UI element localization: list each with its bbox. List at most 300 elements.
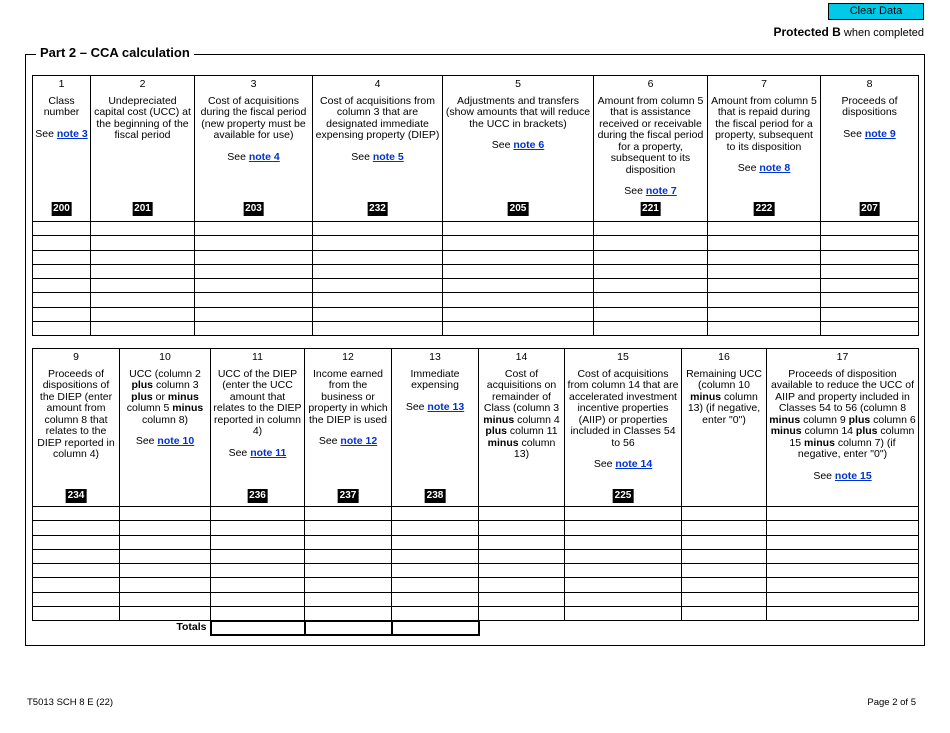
entry-cell[interactable] (120, 507, 211, 521)
column-number: 17 (836, 351, 849, 363)
column-header-11 (211, 349, 305, 507)
entry-cell[interactable] (91, 264, 195, 278)
entry-cell[interactable] (565, 607, 682, 621)
entry-cell[interactable] (392, 592, 479, 606)
entry-cell[interactable] (708, 293, 821, 307)
description-part: column 7) (if negative, enter "0") (797, 436, 896, 460)
field-code-222: 222 (755, 203, 773, 214)
column-number: 13 (429, 351, 441, 363)
entry-cell[interactable] (767, 564, 919, 578)
entry-cell[interactable] (33, 322, 91, 336)
description-part: minus (167, 390, 199, 403)
entry-cell[interactable] (211, 592, 305, 606)
entry-cell[interactable] (120, 549, 211, 563)
field-code-207: 207 (861, 203, 878, 214)
entry-cell[interactable] (682, 578, 767, 592)
entry-cell[interactable] (565, 592, 682, 606)
see-note (211, 448, 304, 460)
entry-cell[interactable] (682, 607, 767, 621)
entry-cell[interactable] (821, 250, 919, 264)
field-code-237: 237 (339, 490, 357, 501)
entry-cell[interactable] (211, 521, 305, 535)
entry-cell[interactable] (708, 250, 821, 264)
entry-cell[interactable] (91, 307, 195, 321)
description-part: column 15 (789, 425, 915, 449)
description-part: minus (690, 390, 722, 403)
entry-cell[interactable] (91, 236, 195, 250)
entry-cell[interactable] (211, 607, 305, 621)
field-code-236: 236 (249, 490, 266, 501)
column-header-6 (594, 76, 708, 222)
entry-cell[interactable] (682, 521, 767, 535)
column-description (682, 369, 766, 427)
entry-cell[interactable] (767, 549, 919, 563)
column-header-16 (682, 349, 767, 507)
column-number: 14 (515, 351, 528, 363)
totals-field[interactable] (211, 621, 305, 635)
entry-cell[interactable] (682, 564, 767, 578)
see-note (443, 140, 593, 152)
entry-cell[interactable] (821, 279, 919, 293)
entry-cell[interactable] (33, 250, 91, 264)
see-note (33, 129, 90, 141)
entry-cell[interactable] (120, 592, 211, 606)
column-description: Immediate expensing (410, 367, 460, 391)
field-code-225: 225 (614, 490, 632, 501)
description-part: Cost of acquisitions on remainder of Class (column 3 (483, 367, 560, 414)
column-header-1 (33, 76, 91, 222)
entry-cell[interactable] (565, 535, 682, 549)
entry-cell[interactable] (313, 322, 443, 336)
entry-cell[interactable] (91, 222, 195, 236)
field-code-238: 238 (426, 490, 444, 501)
column-number: 11 (252, 351, 263, 363)
note-link-note-3[interactable]: note 3 (56, 127, 88, 140)
entry-cell[interactable] (443, 236, 594, 250)
description-part: column 9 (800, 413, 849, 426)
note-link-note-9[interactable]: note 9 (864, 127, 896, 140)
column-description (479, 369, 564, 461)
note-link-note-13[interactable]: note 13 (427, 400, 465, 413)
entry-cell[interactable] (565, 507, 682, 521)
see-label: See (491, 139, 511, 151)
column-number: 8 (866, 78, 873, 90)
column-number: 16 (718, 351, 730, 363)
entry-cell[interactable] (305, 607, 392, 621)
entry-cell[interactable] (33, 307, 91, 321)
entry-cell[interactable] (313, 236, 443, 250)
entry-cell[interactable] (767, 578, 919, 592)
entry-cell[interactable] (120, 607, 211, 621)
entry-cell[interactable] (195, 322, 313, 336)
entry-cell[interactable] (33, 549, 120, 563)
entry-cell[interactable] (305, 578, 392, 592)
field-code-221: 221 (642, 203, 659, 214)
entry-cell[interactable] (708, 307, 821, 321)
entry-cell[interactable] (195, 236, 313, 250)
field-code-205: 205 (509, 203, 527, 214)
cca-table-1 (32, 75, 919, 336)
column-header-14 (479, 349, 565, 507)
entry-cell[interactable] (33, 279, 91, 293)
entry-cell[interactable] (313, 307, 443, 321)
entry-cell[interactable] (305, 564, 392, 578)
table-row (33, 578, 919, 592)
clear-data-button[interactable]: Clear Data (828, 3, 924, 20)
entry-cell[interactable] (392, 549, 479, 563)
entry-cell[interactable] (821, 293, 919, 307)
entry-cell[interactable] (821, 264, 919, 278)
see-label: See (135, 435, 155, 447)
entry-cell[interactable] (479, 549, 565, 563)
see-label: See (737, 162, 757, 174)
entry-cell[interactable] (211, 578, 305, 592)
entry-cell[interactable] (91, 279, 195, 293)
description-part: minus (804, 436, 835, 449)
entry-cell[interactable] (33, 564, 120, 578)
column-number: 5 (515, 78, 521, 90)
entry-cell[interactable] (479, 564, 565, 578)
column-description: Proceeds of dispositions (841, 94, 898, 118)
see-note (392, 402, 478, 414)
entry-cell[interactable] (33, 592, 120, 606)
cca-table-2 (32, 348, 919, 636)
column-description (767, 369, 918, 461)
protected-label: Protected B (773, 25, 841, 39)
description-part: or (152, 390, 168, 403)
entry-cell[interactable] (91, 322, 195, 336)
entry-cell[interactable] (821, 222, 919, 236)
column-description: Cost of acquisitions from column 14 that are accelerated investment incentive properties (AIIP) or properties included in Classes 54 to 56 (567, 367, 679, 449)
entry-cell[interactable] (594, 322, 708, 336)
entry-cell[interactable] (211, 507, 305, 521)
entry-cell[interactable] (479, 507, 565, 521)
description-part: minus (172, 402, 204, 414)
column-description: Income earned from the business or property in which the DIEP is used (308, 367, 388, 426)
entry-cell[interactable] (313, 250, 443, 264)
column-number: 12 (342, 351, 354, 363)
entry-cell[interactable] (682, 535, 767, 549)
entry-cell[interactable] (195, 264, 313, 278)
entry-cell[interactable] (305, 592, 392, 606)
entry-cell[interactable] (120, 521, 211, 535)
description-part: column 14 (801, 425, 856, 437)
see-note (313, 152, 442, 164)
column-description: Adjustments and transfers (show amounts that will reduce the UCC in brackets) (445, 94, 591, 130)
entry-cell[interactable] (594, 250, 708, 264)
see-note (565, 459, 681, 471)
column-number: 2 (139, 78, 146, 90)
entry-cell[interactable] (708, 236, 821, 250)
totals-field[interactable] (305, 621, 392, 635)
entry-cell[interactable] (479, 607, 565, 621)
see-note (305, 436, 391, 448)
column-number: 7 (761, 78, 767, 90)
column-header-4 (313, 76, 443, 222)
note-link-note-7[interactable]: note 7 (645, 185, 677, 197)
description-part: column 11 (507, 425, 558, 437)
description-part: minus (487, 436, 519, 449)
entry-cell[interactable] (392, 535, 479, 549)
entry-cell[interactable] (211, 535, 305, 549)
entry-cell[interactable] (594, 307, 708, 321)
totals-row (33, 621, 919, 635)
see-label: See (227, 150, 246, 163)
entry-cell[interactable] (708, 222, 821, 236)
description-part: minus (769, 413, 801, 426)
entry-cell[interactable] (767, 592, 919, 606)
entry-cell[interactable] (708, 279, 821, 293)
entry-cell[interactable] (313, 222, 443, 236)
entry-cell[interactable] (195, 293, 313, 307)
entry-cell[interactable] (33, 607, 120, 621)
entry-cell[interactable] (443, 264, 594, 278)
description-part: plus (131, 390, 153, 403)
description-part: plus (848, 413, 871, 426)
see-note (195, 152, 312, 164)
entry-cell[interactable] (682, 507, 767, 521)
page-number: Page 2 of 5 (867, 697, 916, 708)
note-link-note-4[interactable]: note 4 (248, 150, 280, 163)
column-description: Proceeds of dispositions of the DIEP (enter amount from column 8 that relates to the DIEP reported in column 4) (37, 367, 115, 460)
see-label: See (351, 150, 370, 163)
entry-cell[interactable] (33, 293, 91, 307)
description-part: column 3 (153, 379, 199, 391)
column-header-9 (33, 349, 120, 507)
description-part: column 13) (if negative, enter "0") (687, 390, 761, 426)
table-row (33, 521, 919, 535)
entry-cell[interactable] (443, 250, 594, 264)
entry-cell[interactable] (821, 236, 919, 250)
entry-cell[interactable] (120, 578, 211, 592)
see-note (120, 436, 210, 448)
column-header-12 (305, 349, 392, 507)
column-header-7 (708, 76, 821, 222)
entry-cell[interactable] (313, 279, 443, 293)
entry-cell[interactable] (443, 293, 594, 307)
table-row (33, 507, 919, 521)
description-part: column 8) (141, 413, 189, 426)
entry-cell[interactable] (767, 607, 919, 621)
description-part: UCC (column 2 (129, 367, 201, 380)
form-id: T5013 SCH 8 E (22) (27, 697, 114, 708)
entry-cell[interactable] (594, 264, 708, 278)
column-description: UCC of the DIEP (enter the UCC amount that relates to the DIEP reported in column 4) (213, 367, 302, 437)
entry-cell[interactable] (479, 521, 565, 535)
see-label: See (624, 185, 643, 197)
field-code-203: 203 (245, 203, 262, 214)
entry-cell[interactable] (443, 322, 594, 336)
table-row (33, 535, 919, 549)
entry-cell[interactable] (392, 578, 479, 592)
description-part: column 5 (126, 402, 173, 414)
column-header-2 (91, 76, 195, 222)
entry-cell[interactable] (91, 293, 195, 307)
see-label: See (318, 435, 338, 447)
entry-cell[interactable] (479, 535, 565, 549)
column-header-8 (821, 76, 919, 222)
entry-cell[interactable] (565, 521, 682, 535)
totals-spacer (479, 621, 919, 635)
field-code-201: 201 (134, 203, 151, 214)
note-link-note-6[interactable]: note 6 (513, 139, 545, 151)
column-header-3 (195, 76, 313, 222)
entry-cell[interactable] (313, 293, 443, 307)
entry-cell[interactable] (195, 250, 313, 264)
table-row (33, 307, 919, 321)
entry-cell[interactable] (443, 279, 594, 293)
description-part: minus (770, 425, 802, 437)
entry-cell[interactable] (392, 607, 479, 621)
entry-cell[interactable] (195, 222, 313, 236)
column-description: Amount from column 5 that is repaid during the fiscal period for a property, subsequent to its disposition (711, 94, 817, 153)
column-description: Cost of acquisitions during the fiscal period (new property must be available for use) (200, 94, 307, 141)
entry-cell[interactable] (211, 549, 305, 563)
description-part: Remaining UCC (column 10 (686, 367, 762, 391)
column-header-17 (767, 349, 919, 507)
table-row (33, 293, 919, 307)
table-row (33, 549, 919, 563)
column-header-15 (565, 349, 682, 507)
table-row (33, 322, 919, 336)
column-number: 15 (617, 351, 629, 363)
see-label: See (813, 469, 832, 482)
protected-suffix: when completed (843, 27, 924, 39)
description-part: column 6 (870, 413, 916, 426)
note-link-note-11[interactable]: note 11 (250, 446, 287, 459)
entry-cell[interactable] (443, 222, 594, 236)
entry-cell[interactable] (313, 264, 443, 278)
entry-cell[interactable] (33, 507, 120, 521)
entry-cell[interactable] (479, 578, 565, 592)
description-part: plus (855, 425, 878, 437)
entry-cell[interactable] (305, 507, 392, 521)
column-description: Undepreciated capital cost (UCC) at the beginning of the fiscal period (94, 94, 191, 141)
field-code-232: 232 (369, 203, 386, 214)
description-part: Proceeds of disposition available to reduce the UCC of AIIP and property included in Classes 54 to 56 (column 8 (771, 367, 914, 414)
description-part: plus (485, 425, 507, 437)
entry-cell[interactable] (594, 222, 708, 236)
entry-cell[interactable] (682, 549, 767, 563)
field-code-234: 234 (67, 490, 85, 501)
entry-cell[interactable] (195, 279, 313, 293)
column-header-10 (120, 349, 211, 507)
see-note (708, 163, 820, 175)
entry-cell[interactable] (33, 236, 91, 250)
see-note (594, 186, 707, 198)
entry-cell[interactable] (708, 264, 821, 278)
entry-cell[interactable] (443, 307, 594, 321)
table-row (33, 222, 919, 236)
entry-cell[interactable] (211, 564, 305, 578)
entry-cell[interactable] (682, 592, 767, 606)
entry-cell[interactable] (33, 535, 120, 549)
entry-cell[interactable] (821, 322, 919, 336)
entry-cell[interactable] (821, 307, 919, 321)
column-number: 6 (647, 78, 654, 90)
see-note (767, 471, 918, 483)
column-description: Class number (43, 94, 80, 118)
table-row (33, 607, 919, 621)
protected-notice (773, 25, 924, 39)
entry-cell[interactable] (305, 535, 392, 549)
entry-cell[interactable] (565, 564, 682, 578)
column-number: 4 (374, 78, 381, 90)
entry-cell[interactable] (767, 535, 919, 549)
table-row (33, 250, 919, 264)
entry-cell[interactable] (594, 279, 708, 293)
entry-cell[interactable] (392, 521, 479, 535)
note-link-note-5[interactable]: note 5 (372, 150, 404, 163)
totals-label: Totals (176, 621, 207, 634)
entry-cell[interactable] (767, 521, 919, 535)
entry-cell[interactable] (33, 222, 91, 236)
note-link-note-10[interactable]: note 10 (157, 435, 195, 447)
totals-field[interactable] (392, 621, 479, 635)
column-number: 10 (159, 351, 171, 363)
entry-cell[interactable] (33, 264, 91, 278)
table-row (33, 236, 919, 250)
see-label: See (405, 400, 425, 413)
table-row (33, 279, 919, 293)
entry-cell[interactable] (305, 521, 392, 535)
entry-cell[interactable] (33, 521, 120, 535)
entry-cell[interactable] (565, 578, 682, 592)
entry-cell[interactable] (565, 549, 682, 563)
entry-cell[interactable] (33, 578, 120, 592)
entry-cell[interactable] (708, 322, 821, 336)
description-part: minus (483, 413, 515, 426)
column-description: Cost of acquisitions from column 3 that are designated immediate expensing property (DIEP) (315, 94, 440, 141)
entry-cell[interactable] (594, 236, 708, 250)
see-label: See (35, 127, 54, 140)
entry-cell[interactable] (305, 549, 392, 563)
table-row (33, 564, 919, 578)
see-note (821, 129, 918, 141)
note-link-note-12[interactable]: note 12 (340, 435, 378, 447)
column-number: 1 (58, 78, 65, 90)
table-row (33, 592, 919, 606)
column-header-5 (443, 76, 594, 222)
entry-cell[interactable] (120, 564, 211, 578)
description-part: column 13) (513, 436, 556, 460)
entry-cell[interactable] (120, 535, 211, 549)
column-description (120, 369, 210, 427)
description-part: column 4 (514, 413, 560, 426)
field-code-200: 200 (53, 203, 70, 214)
table-row (33, 264, 919, 278)
column-description: Amount from column 5 that is assistance received or receivable during the fiscal period for a property, subsequent to its disposition (597, 94, 704, 176)
see-label: See (593, 458, 613, 470)
note-link-note-8[interactable]: note 8 (759, 162, 791, 174)
see-label: See (228, 446, 248, 459)
see-label: See (843, 127, 862, 140)
note-link-note-15[interactable]: note 15 (834, 469, 872, 482)
entry-cell[interactable] (392, 564, 479, 578)
entry-cell[interactable] (479, 592, 565, 606)
entry-cell[interactable] (392, 507, 479, 521)
entry-cell[interactable] (195, 307, 313, 321)
entry-cell[interactable] (767, 507, 919, 521)
column-header-13 (392, 349, 479, 507)
column-number: 9 (73, 351, 79, 363)
entry-cell[interactable] (594, 293, 708, 307)
note-link-note-14[interactable]: note 14 (615, 458, 653, 470)
entry-cell[interactable] (91, 250, 195, 264)
part-title: Part 2 – CCA calculation (36, 45, 194, 60)
column-number: 3 (250, 78, 257, 90)
description-part: plus (131, 379, 154, 391)
